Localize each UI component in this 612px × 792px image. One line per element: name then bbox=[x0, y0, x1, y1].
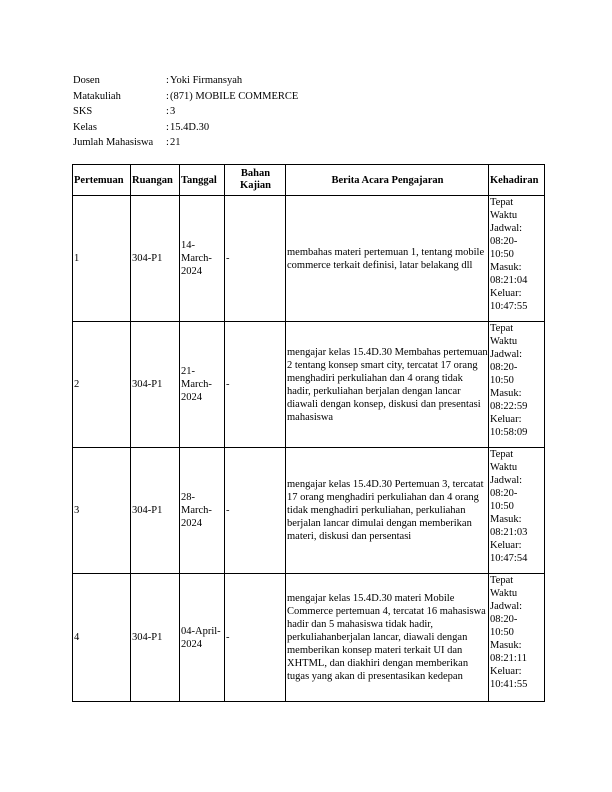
kehadiran-line: 08:20- bbox=[490, 236, 518, 247]
cell-tanggal: 14-March-2024 bbox=[180, 196, 225, 322]
header-kehadiran: Kehadiran bbox=[489, 165, 545, 196]
info-separator: : bbox=[166, 106, 169, 117]
kehadiran-line: 10:50 bbox=[490, 501, 514, 512]
kehadiran-line: 10:58:09 bbox=[490, 427, 528, 438]
info-label: Jumlah Mahasiswa bbox=[73, 137, 154, 148]
kehadiran-line: Keluar: bbox=[490, 666, 522, 677]
info-row bbox=[73, 104, 298, 120]
kehadiran-line: Masuk: bbox=[490, 514, 522, 525]
cell-tanggal: 21-March-2024 bbox=[180, 322, 225, 448]
cell-ruangan: 304-P1 bbox=[131, 448, 180, 574]
info-separator: : bbox=[166, 137, 169, 148]
cell-pertemuan: 1 bbox=[73, 196, 131, 322]
kehadiran-line: Keluar: bbox=[490, 540, 522, 551]
cell-bahan-kajian: - bbox=[225, 196, 286, 322]
kehadiran-line: Jadwal: bbox=[490, 349, 523, 360]
cell-bahan-kajian: - bbox=[225, 574, 286, 702]
kehadiran-line: 08:21:11 bbox=[490, 653, 527, 664]
course-info bbox=[73, 73, 298, 151]
kehadiran-line: 10:50 bbox=[490, 375, 514, 386]
kehadiran-line: 08:21:04 bbox=[490, 275, 528, 286]
kehadiran-line: Keluar: bbox=[490, 288, 522, 299]
kehadiran-line: Waktu bbox=[490, 462, 518, 473]
kehadiran-line: 10:50 bbox=[490, 249, 514, 260]
info-separator: : bbox=[166, 121, 169, 133]
info-row bbox=[73, 120, 298, 136]
table-row bbox=[73, 574, 545, 702]
info-separator: : bbox=[166, 75, 169, 86]
info-value: (871) MOBILE COMMERCE bbox=[170, 90, 299, 102]
info-row bbox=[73, 73, 298, 89]
info-separator: : bbox=[166, 90, 169, 102]
cell-berita-acara: mengajar kelas 15.4D.30 Pertemuan 3, tercatat 17 orang menghadiri perkuliahan dan 4 orang tidak menghadiri perkuliahan, perkuliahan berjalan lancar dimulai dengan memberikan materi, diskusi dan persentasi bbox=[286, 448, 489, 574]
info-row bbox=[73, 135, 298, 151]
table-row bbox=[73, 322, 545, 448]
kehadiran-line: Jadwal: bbox=[490, 223, 523, 234]
kehadiran-line: Tepat bbox=[490, 575, 514, 586]
info-label: Matakuliah bbox=[73, 90, 121, 102]
kehadiran-line: 08:20- bbox=[490, 614, 518, 625]
info-row bbox=[73, 89, 298, 105]
kehadiran-line: Waktu bbox=[490, 210, 518, 221]
table-header-row bbox=[73, 165, 545, 196]
cell-tanggal: 04-April-2024 bbox=[180, 574, 225, 702]
teaching-log-table bbox=[72, 164, 545, 702]
cell-berita-acara: mengajar kelas 15.4D.30 Membahas pertemuan 2 tentang konsep smart city, tercatat 17 orang menghadiri perkuliahan dan 4 orang tidak hadir, perkuliahan berjalan dengan lancar diawali dengan konsep, diskusi dan presentasi mahasiswa bbox=[286, 322, 489, 448]
table-row bbox=[73, 448, 545, 574]
cell-bahan-kajian: - bbox=[225, 448, 286, 574]
cell-berita-acara: membahas materi pertemuan 1, tentang mobile commerce terkait definisi, latar belakang dll bbox=[286, 196, 489, 322]
kehadiran-line: 08:20- bbox=[490, 488, 518, 499]
cell-pertemuan: 2 bbox=[73, 322, 131, 448]
kehadiran-line: Masuk: bbox=[490, 388, 522, 399]
header-berita-acara: Berita Acara Pengajaran bbox=[286, 165, 489, 196]
kehadiran-line: 08:22:59 bbox=[490, 401, 528, 412]
kehadiran-line: 10:47:54 bbox=[490, 553, 528, 564]
kehadiran-line: Tepat bbox=[490, 197, 514, 208]
kehadiran-line: 08:20- bbox=[490, 362, 518, 373]
cell-pertemuan: 3 bbox=[73, 448, 131, 574]
kehadiran-line: Waktu bbox=[490, 588, 518, 599]
cell-bahan-kajian: - bbox=[225, 322, 286, 448]
info-value: 3 bbox=[170, 106, 176, 117]
cell-ruangan: 304-P1 bbox=[131, 574, 180, 702]
info-label: Dosen bbox=[73, 75, 100, 86]
cell-kehadiran bbox=[489, 322, 545, 448]
kehadiran-line: Waktu bbox=[490, 336, 518, 347]
kehadiran-line: Masuk: bbox=[490, 262, 522, 273]
header-tanggal: Tanggal bbox=[180, 165, 225, 196]
cell-ruangan: 304-P1 bbox=[131, 322, 180, 448]
cell-pertemuan: 4 bbox=[73, 574, 131, 702]
cell-tanggal: 28-March-2024 bbox=[180, 448, 225, 574]
table-row bbox=[73, 196, 545, 322]
kehadiran-line: Tepat bbox=[490, 323, 514, 334]
kehadiran-line: 10:47:55 bbox=[490, 301, 528, 312]
cell-kehadiran bbox=[489, 196, 545, 322]
kehadiran-line: Masuk: bbox=[490, 640, 522, 651]
cell-kehadiran bbox=[489, 448, 545, 574]
cell-berita-acara: mengajar kelas 15.4D.30 materi Mobile Commerce pertemuan 4, tercatat 16 mahasiswa hadir dan 5 mahasiswa tidak hadir, perkuliahanberjalan lancar, diawali dengan memberikan konsep materi terkait UI dan XHTML, dan diakhiri dengan memberikan tugas yang akan di presentasikan kedepan bbox=[286, 574, 489, 702]
cell-kehadiran bbox=[489, 574, 545, 702]
header-ruangan: Ruangan bbox=[131, 165, 180, 196]
cell-ruangan: 304-P1 bbox=[131, 196, 180, 322]
info-label: SKS bbox=[73, 106, 93, 117]
kehadiran-line: Jadwal: bbox=[490, 601, 523, 612]
info-value: 15.4D.30 bbox=[170, 121, 210, 133]
header-pertemuan: Pertemuan bbox=[73, 165, 131, 196]
info-label: Kelas bbox=[73, 121, 97, 133]
info-value: 21 bbox=[170, 137, 181, 148]
kehadiran-line: 08:21:03 bbox=[490, 527, 528, 538]
kehadiran-line: 10:41:55 bbox=[490, 679, 528, 690]
info-value: Yoki Firmansyah bbox=[170, 75, 243, 86]
header-bahan-kajian: Bahan Kajian bbox=[225, 165, 286, 196]
kehadiran-line: 10:50 bbox=[490, 627, 514, 638]
kehadiran-line: Jadwal: bbox=[490, 475, 523, 486]
kehadiran-line: Tepat bbox=[490, 449, 514, 460]
kehadiran-line: Keluar: bbox=[490, 414, 522, 425]
